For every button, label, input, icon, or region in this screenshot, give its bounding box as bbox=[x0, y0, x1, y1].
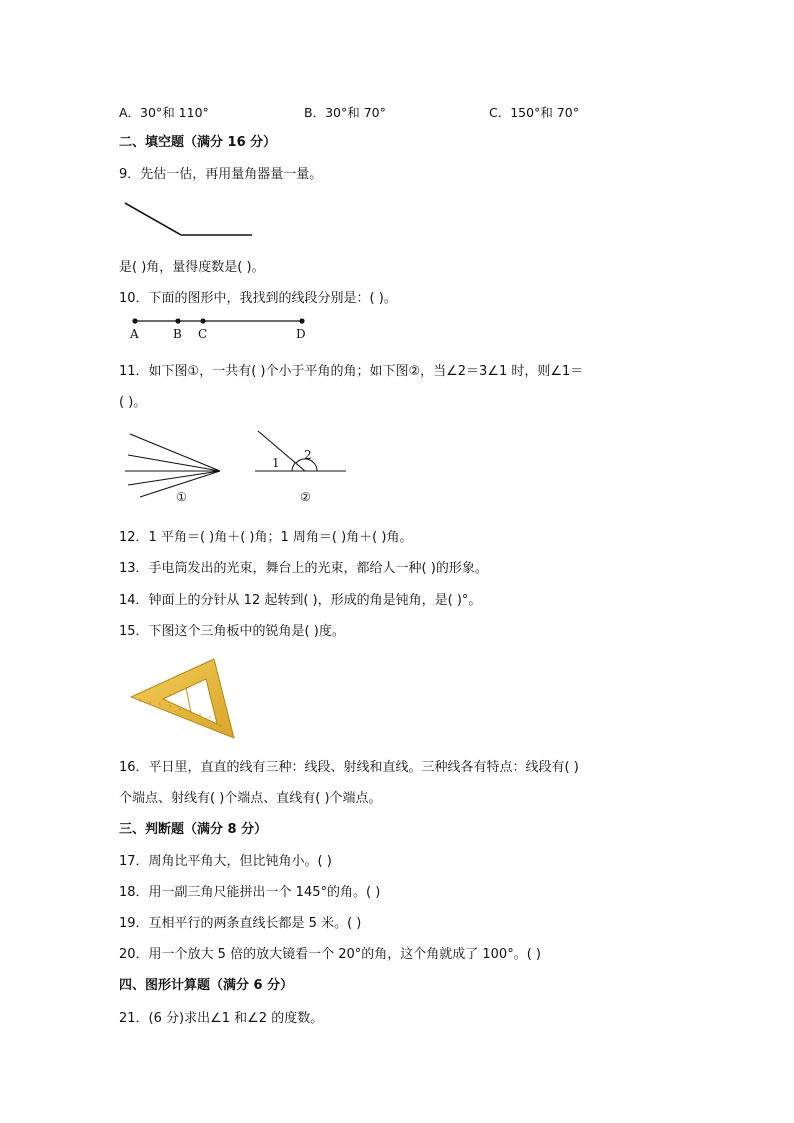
option-a: A．30°和 110° bbox=[119, 105, 209, 120]
point-label-a: A bbox=[130, 327, 139, 341]
section-judge-heading: 三、判断题（满分 8 分） bbox=[119, 822, 268, 837]
section-calc-heading: 四、图形计算题（满分 6 分） bbox=[119, 978, 294, 993]
question-20: 20．用一个放大 5 倍的放大镜看一个 20°的角，这个角就成了 100°。( ) bbox=[119, 947, 541, 962]
point-label-b: B bbox=[173, 327, 182, 341]
question-15: 15．下图这个三角板中的锐角是( )度。 bbox=[119, 624, 345, 639]
question-17: 17．周角比平角大，但比钝角小。( ) bbox=[119, 854, 332, 869]
question-14: 14．钟面上的分针从 12 起转到( )，形成的角是钝角，是( )°。 bbox=[119, 593, 482, 608]
option-c: C．150°和 70° bbox=[489, 105, 579, 120]
figure-2-caption: ② bbox=[300, 490, 311, 504]
point-label-c: C bbox=[198, 327, 208, 341]
section-fill-heading: 二、填空题（满分 16 分） bbox=[119, 135, 277, 150]
angle-1-label: 1 bbox=[272, 456, 280, 470]
angle-2-label: 2 bbox=[304, 448, 312, 462]
point-label-d: D bbox=[296, 327, 306, 341]
question-9: 9．先估一估，再用量角器量一量。 bbox=[119, 167, 323, 182]
figure-1-caption: ① bbox=[176, 490, 187, 504]
question-11-line2: ( )。 bbox=[119, 395, 147, 410]
question-21: 21．(6 分)求出∠1 和∠2 的度数。 bbox=[119, 1011, 324, 1026]
question-11-line1: 11．如下图①，一共有( )个小于平角的角；如下图②，当∠2＝3∠1 时，则∠1＝ bbox=[119, 364, 584, 379]
question-9-answer: 是( )角，量得度数是( )。 bbox=[119, 260, 265, 275]
question-16-line1: 16．平日里，直直的线有三种：线段、射线和直线。三种线各有特点：线段有( ) bbox=[119, 760, 579, 775]
option-b: B．30°和 70° bbox=[304, 105, 386, 120]
question-12: 12．1 平角＝( )角＋( )角；1 周角＝( )角＋( )角。 bbox=[119, 530, 413, 545]
question-13: 13．手电筒发出的光束，舞台上的光束，都给人一种( )的形象。 bbox=[119, 561, 488, 576]
question-16-line2: 个端点、射线有( )个端点、直线有( )个端点。 bbox=[119, 791, 382, 806]
question-18: 18．用一副三角尺能拼出一个 145°的角。( ) bbox=[119, 885, 381, 900]
question-10: 10．下面的图形中，我找到的线段分别是：( )。 bbox=[119, 291, 397, 306]
question-19: 19．互相平行的两条直线长都是 5 米。( ) bbox=[119, 916, 362, 931]
